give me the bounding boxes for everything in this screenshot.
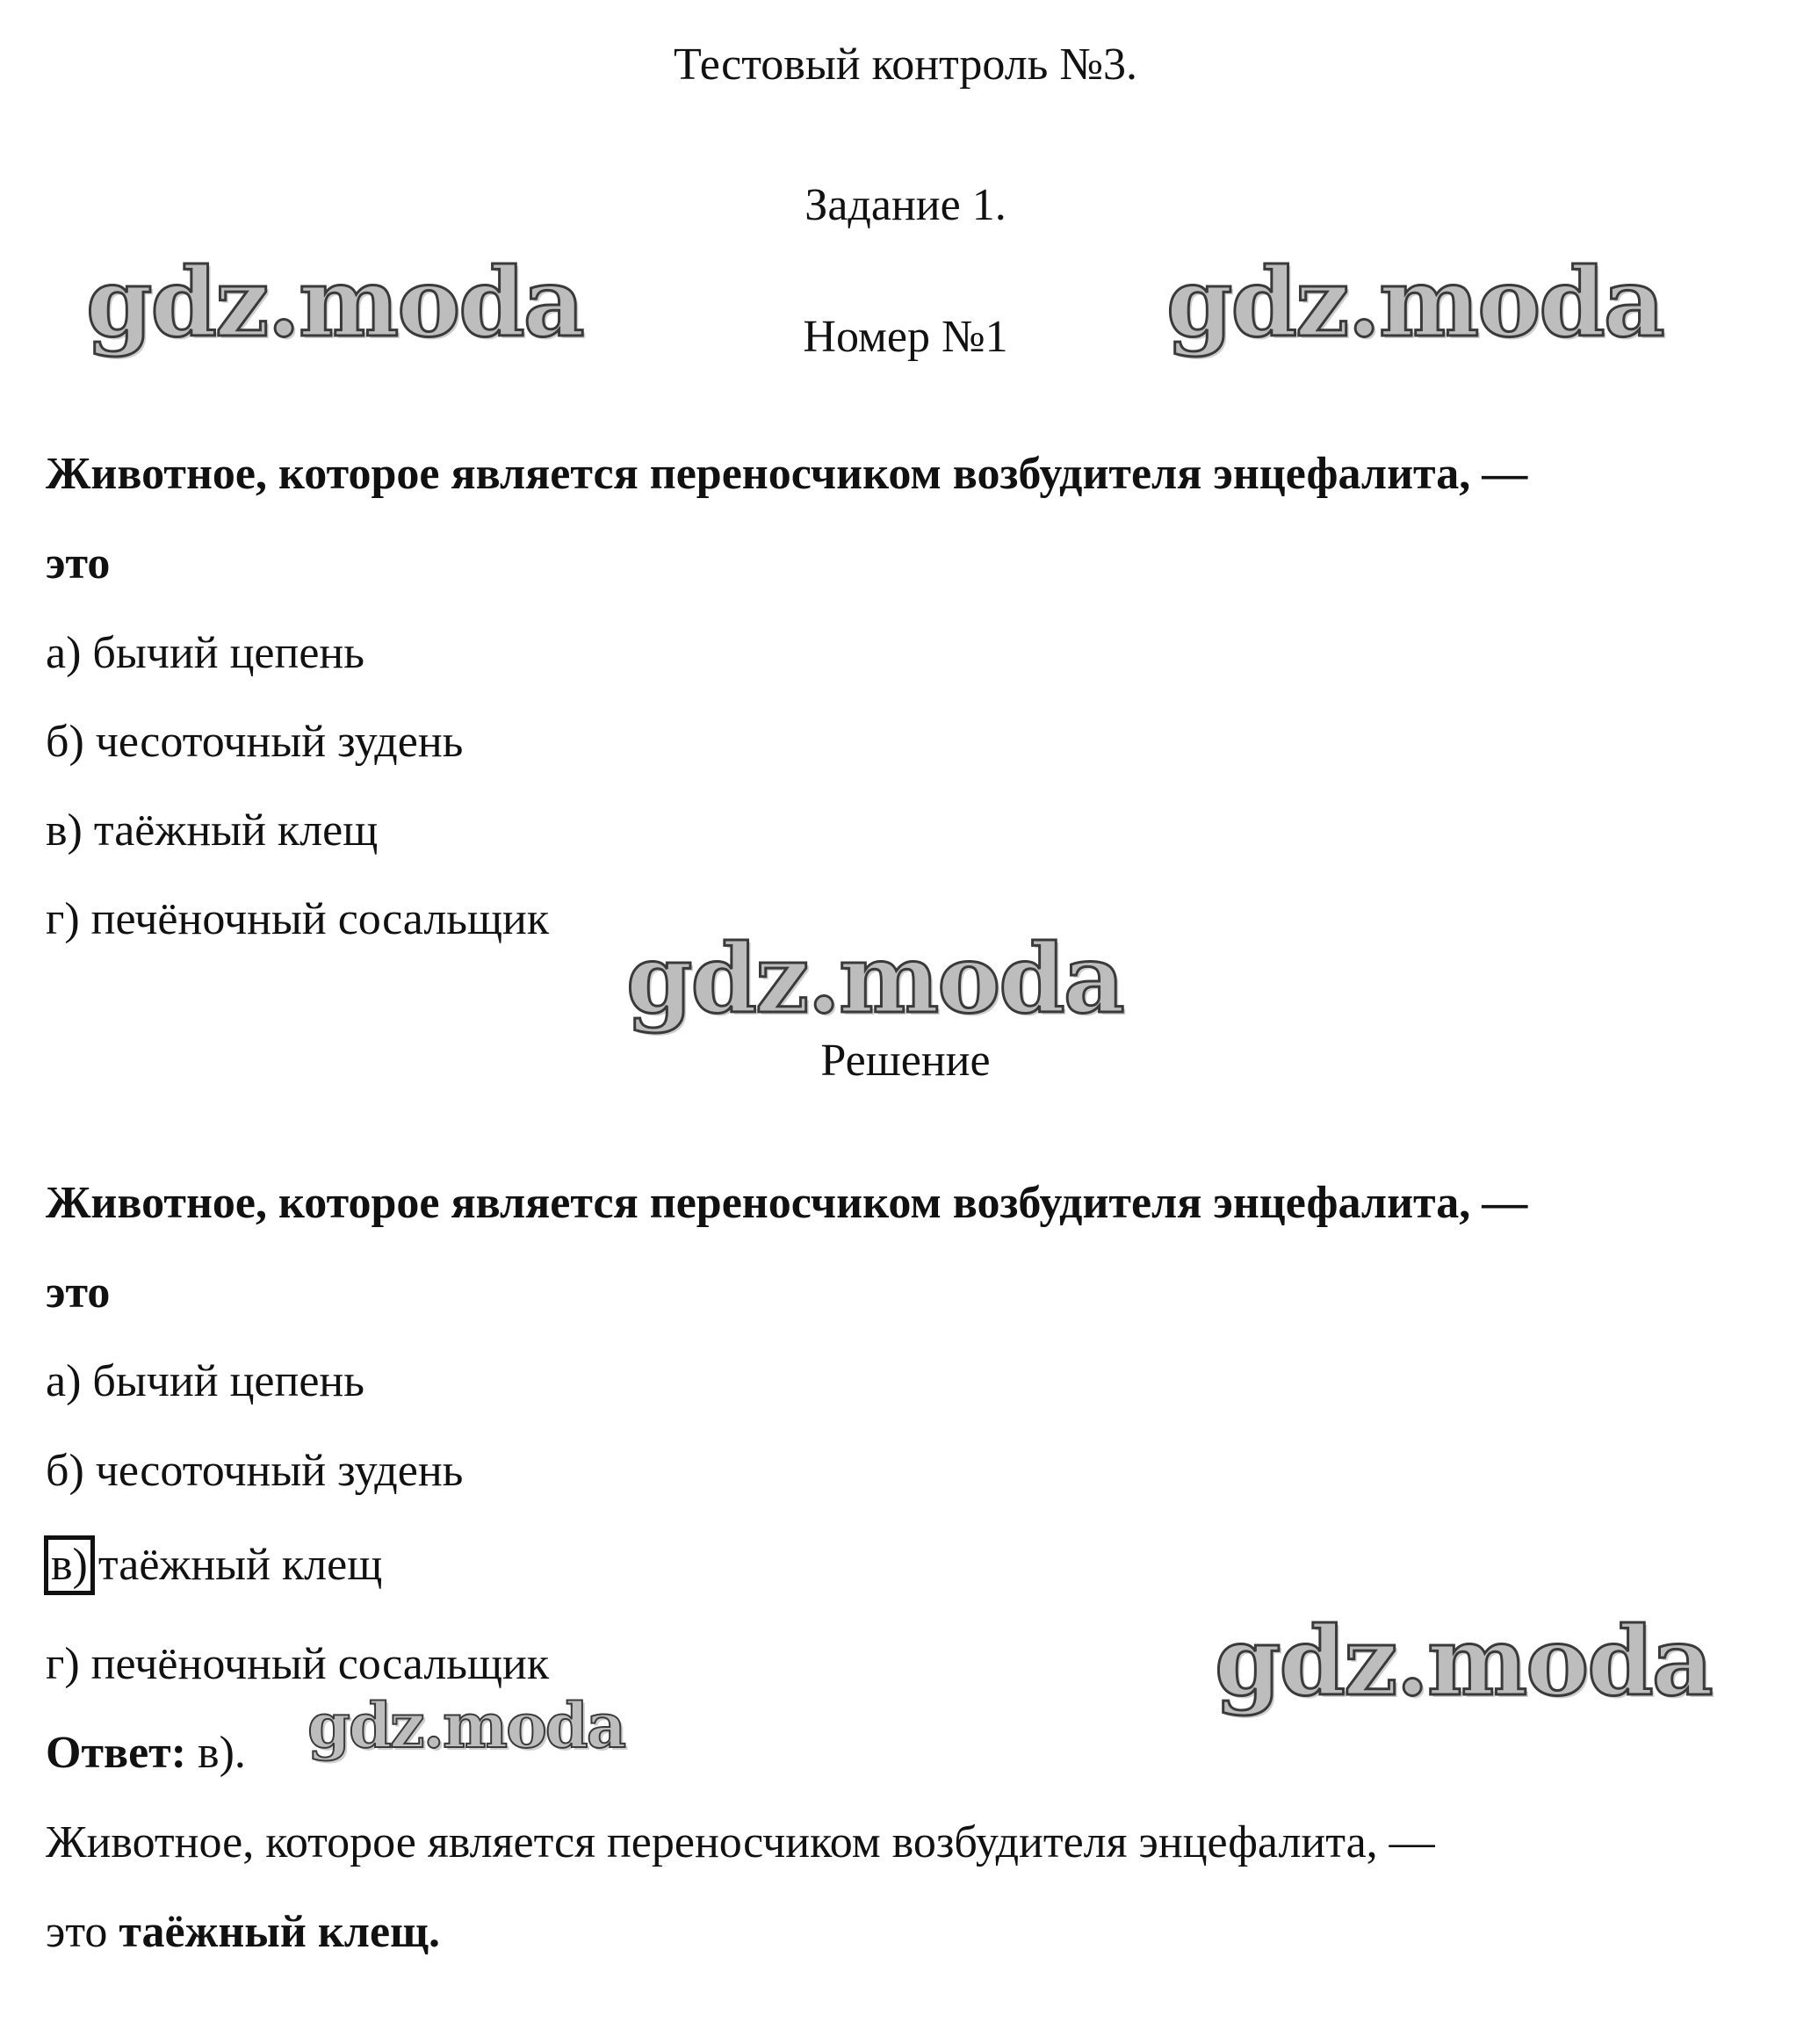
- task-title: Задание 1.: [804, 180, 1007, 230]
- watermark-top-right: gdz.moda: [1166, 248, 1663, 358]
- solution-text-line1: Животное, которое является переносчиком возбудителя энцефалита, —: [46, 1178, 1528, 1228]
- watermark-bottom-right: gdz.moda: [1215, 1607, 1712, 1717]
- answer-line: [46, 1727, 246, 1780]
- question-option-c: в) таёжный клещ: [46, 805, 379, 856]
- question-option-a: а) бычий цепень: [46, 628, 364, 678]
- explanation-prefix: это: [46, 1907, 108, 1957]
- explanation-line2: [46, 1906, 440, 1959]
- solution-option-a: а) бычий цепень: [46, 1356, 364, 1406]
- answer-label: Ответ:: [46, 1728, 187, 1778]
- question-option-d: г) печёночный сосальщик: [46, 894, 550, 944]
- explanation-line1: Животное, которое является переносчиком возбудителя энцефалита, —: [46, 1817, 1435, 1867]
- selected-answer-box: в): [44, 1535, 95, 1595]
- solution-text-line2: это: [46, 1268, 111, 1318]
- solution-option-b: б) чесоточный зудень: [46, 1446, 464, 1496]
- explanation-bold-answer: таёжный клещ.: [119, 1907, 440, 1957]
- question-text-line1: Животное, которое является переносчиком возбудителя энцефалита, —: [46, 449, 1528, 499]
- solution-heading: Решение: [820, 1036, 991, 1086]
- solution-option-c: [46, 1535, 382, 1595]
- watermark-bottom-small: gdz.moda: [307, 1689, 625, 1762]
- test-title: Тестовый контроль №3.: [674, 40, 1137, 90]
- question-option-b: б) чесоточный зудень: [46, 717, 464, 767]
- solution-option-d: г) печёночный сосальщик: [46, 1639, 550, 1689]
- question-text-line2: это: [46, 538, 111, 589]
- number-title: Номер №1: [803, 312, 1008, 362]
- answer-value: в).: [198, 1728, 246, 1778]
- solution-option-c-text: таёжный клещ: [97, 1540, 383, 1590]
- watermark-top-left: gdz.moda: [86, 248, 583, 358]
- watermark-middle: gdz.moda: [626, 924, 1123, 1035]
